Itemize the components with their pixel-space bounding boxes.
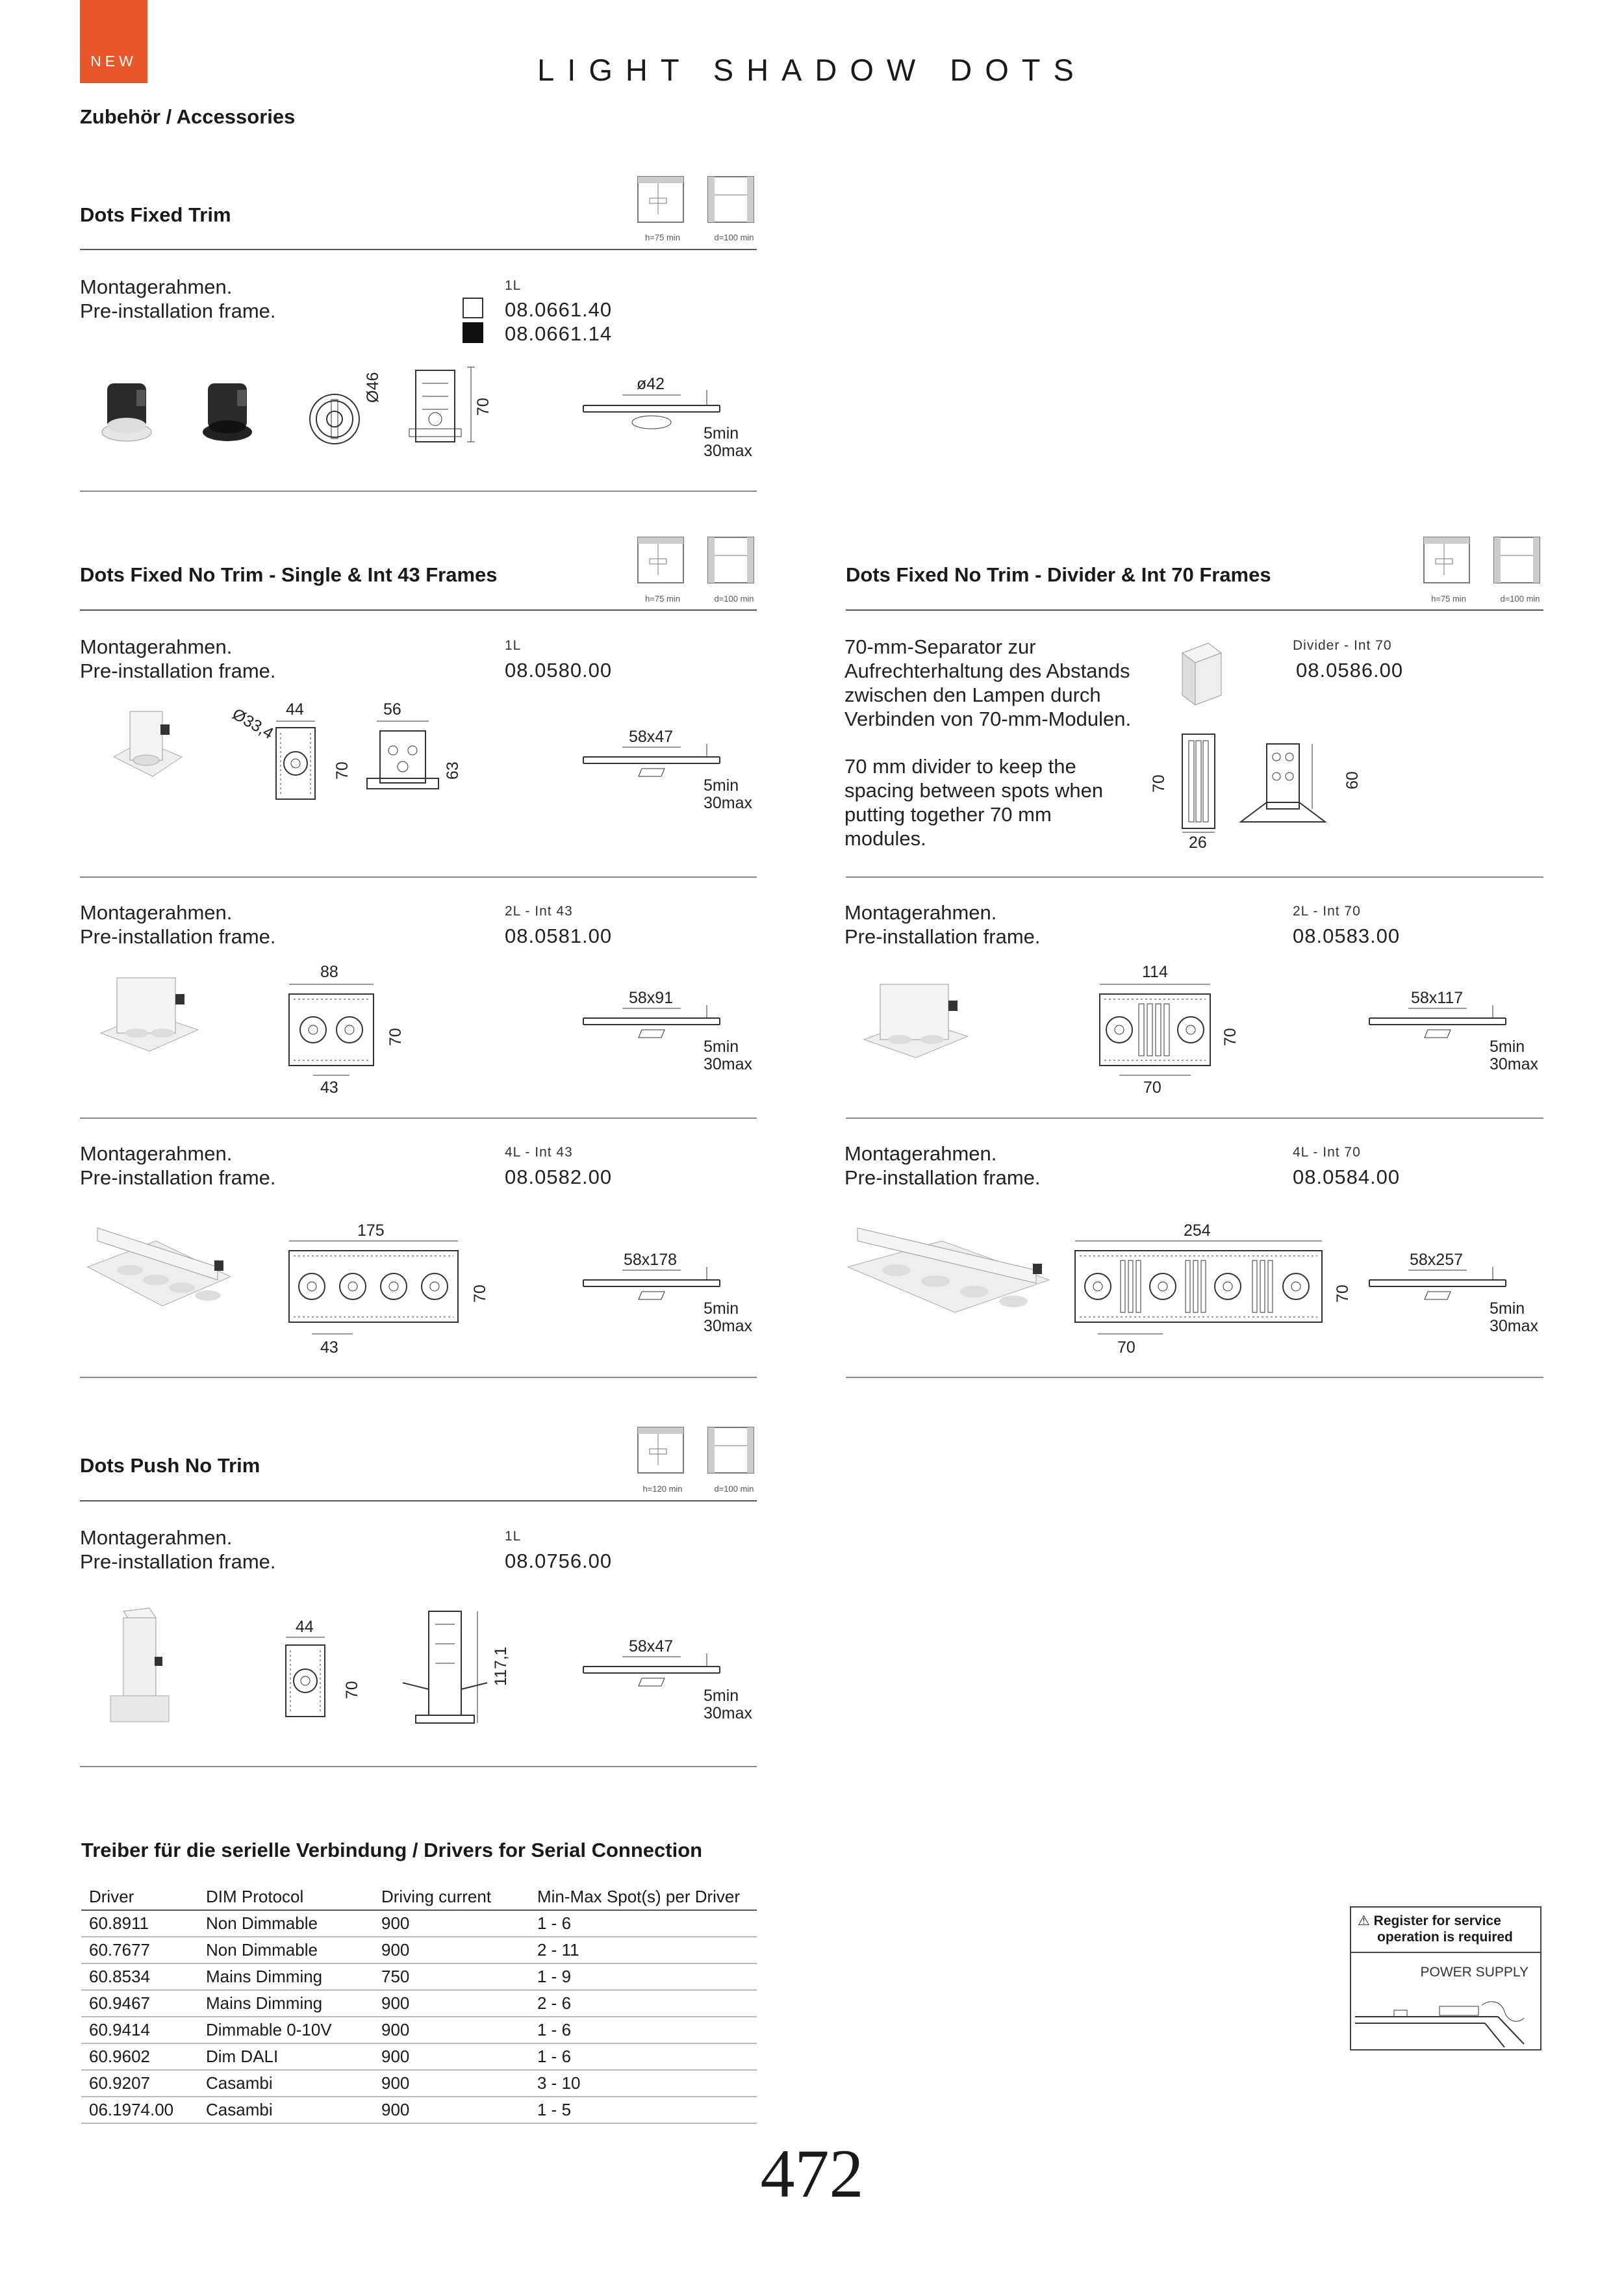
dim-max: 30max [704, 794, 753, 812]
dim-height-2: 117,1 [492, 1646, 510, 1686]
variant-label: Divider - Int 70 [1293, 638, 1392, 653]
single-frame-top-drawing [273, 721, 318, 802]
service-warning: ⚠ Register for service operation is required [1358, 1913, 1513, 1945]
fixed-trim-white-image [97, 374, 156, 445]
push-frame-side-drawing [400, 1605, 490, 1735]
cell-driver: 60.9207 [81, 2070, 198, 2097]
frame-desc-en: Pre-installation frame. [844, 925, 1041, 948]
divider-image [1176, 640, 1228, 711]
install-icons-fixed-trim [637, 175, 760, 227]
dim-cutout: 58x91 [629, 989, 674, 1007]
cell-spots: 2 - 11 [529, 1937, 757, 1963]
variant-label: 4L - Int 43 [505, 1145, 573, 1160]
cell-protocol: Mains Dimming [198, 1990, 374, 2017]
dim-max: 30max [704, 1704, 753, 1722]
table-row [81, 2043, 757, 2070]
frame-desc-de: Montagerahmen. [80, 635, 233, 658]
fixed-trim-top-drawing [305, 390, 364, 448]
cell-driver: 60.8534 [81, 1963, 198, 1990]
dim-min: 5min [704, 776, 739, 795]
cell-driver: 60.7677 [81, 1937, 198, 1963]
cell-driver: 60.8911 [81, 1910, 198, 1937]
divider [80, 1118, 757, 1119]
cell-driver: 60.9602 [81, 2043, 198, 2070]
dim-max: 30max [704, 1317, 753, 1335]
single-frame-image [107, 705, 185, 783]
dim-height-2: 63 [444, 761, 462, 780]
cell-protocol: Non Dimmable [198, 1910, 374, 1937]
divider [80, 1766, 757, 1767]
fixed-trim-black-image [198, 374, 257, 445]
divider [80, 1500, 757, 1501]
dim-width: 254 [1184, 1221, 1211, 1240]
dim-width: 44 [296, 1618, 314, 1636]
fixed-trim-side-drawing [403, 364, 468, 448]
variant-label: 1L [505, 278, 522, 293]
frame-2l-70-top-drawing [1097, 981, 1213, 1085]
black-swatch [463, 322, 483, 343]
dim-pitch: 70 [1143, 1079, 1161, 1097]
col-spots: Min-Max Spot(s) per Driver [529, 1884, 757, 1910]
cell-current: 900 [374, 2017, 529, 2043]
service-notice-box [1350, 1906, 1542, 2050]
divider [846, 1118, 1543, 1119]
product-code: 08.0581.00 [505, 925, 613, 947]
drivers-title: Treiber für die serielle Verbindung / Drivers for Serial Connection [81, 1839, 703, 1861]
dim-width: 88 [320, 963, 338, 981]
frame-2l-43-image [97, 968, 201, 1053]
product-code: 08.0580.00 [505, 659, 613, 682]
section-title-single-43: Dots Fixed No Trim - Single & Int 43 Frames [80, 563, 498, 586]
cell-spots: 1 - 6 [529, 2043, 757, 2070]
dim-height: 70 [333, 761, 351, 780]
install-d-label: d=100 min [714, 233, 754, 242]
dim-width: 44 [286, 700, 304, 719]
dim-height: 70 [1334, 1284, 1352, 1303]
product-code: 08.0583.00 [1293, 925, 1401, 947]
dim-height: 70 [1221, 1028, 1239, 1046]
dim-height-2: 60 [1343, 771, 1362, 789]
page-number: 472 [760, 2136, 864, 2212]
variant-label: 2L - Int 43 [505, 904, 573, 919]
dim-height: 70 [474, 398, 492, 416]
table-row [81, 2070, 757, 2097]
warning-icon: ⚠ [1358, 1913, 1370, 1928]
dim-cutout: 58x47 [629, 1637, 674, 1655]
frame-desc-de: Montagerahmen. [844, 1142, 997, 1165]
install-h-label: h=75 min [1431, 594, 1466, 604]
cell-driver: 60.9467 [81, 1990, 198, 2017]
dim-height: 70 [1150, 774, 1168, 793]
dim-cutout: 58x117 [1411, 989, 1464, 1007]
section-title-divider-70: Dots Fixed No Trim - Divider & Int 70 Frames [846, 563, 1271, 586]
cell-protocol: Dim DALI [198, 2043, 374, 2070]
dim-width: 114 [1142, 963, 1168, 981]
divider-description-de: 70-mm-Separator zur Aufrechterhaltung des Abstands zwischen den Lampen durch Verbinden von 70-mm-Modulen. [844, 635, 1132, 730]
dim-width-2: 56 [383, 700, 401, 719]
divider-top-drawing [1179, 731, 1218, 835]
product-code-white: 08.0661.40 [505, 298, 613, 321]
drivers-table [81, 1884, 757, 2124]
dim-diameter: Ø33,4 [229, 704, 277, 743]
dim-width: 175 [357, 1221, 385, 1240]
dim-pitch: 70 [1117, 1338, 1136, 1357]
divider [80, 249, 757, 250]
product-code: 08.0584.00 [1293, 1166, 1401, 1188]
dim-max: 30max [1490, 1317, 1539, 1335]
cell-protocol: Mains Dimming [198, 1963, 374, 1990]
frame-desc-en: Pre-installation frame. [80, 925, 276, 948]
dim-height: 70 [343, 1681, 361, 1699]
white-swatch [463, 298, 483, 318]
cell-protocol: Casambi [198, 2097, 374, 2123]
frame-desc-en: Pre-installation frame. [80, 659, 276, 682]
dim-height: 70 [471, 1284, 489, 1303]
cell-spots: 1 - 5 [529, 2097, 757, 2123]
divider [846, 876, 1543, 878]
frame-2l-70-image [861, 975, 971, 1059]
frame-desc-en: Pre-installation frame. [80, 300, 276, 322]
col-driver: Driver [81, 1884, 198, 1910]
divider [80, 609, 757, 611]
cell-spots: 2 - 6 [529, 1990, 757, 2017]
frame-4l-70-image [844, 1215, 1052, 1319]
cell-current: 900 [374, 2070, 529, 2097]
product-code: 08.0586.00 [1296, 659, 1404, 682]
frame-4l-43-top-drawing [286, 1238, 461, 1342]
cell-current: 900 [374, 2043, 529, 2070]
divider [80, 491, 757, 492]
dim-max: 30max [1490, 1055, 1539, 1073]
dim-max: 30max [704, 1055, 753, 1073]
divider-side-drawing [1237, 741, 1328, 825]
install-icons-push [637, 1426, 760, 1478]
cell-driver: 06.1974.00 [81, 2097, 198, 2123]
section-title-push: Dots Push No Trim [80, 1454, 260, 1477]
cell-protocol: Casambi [198, 2070, 374, 2097]
install-icons-single-43 [637, 536, 760, 588]
table-row [81, 1937, 757, 1963]
frame-desc-de: Montagerahmen. [80, 1526, 233, 1549]
install-h-label: h=120 min [642, 1484, 683, 1494]
section-title-fixed-trim: Dots Fixed Trim [80, 203, 231, 226]
frame-desc-en: Pre-installation frame. [80, 1166, 276, 1189]
dim-min: 5min [1490, 1299, 1525, 1318]
frame-desc-de: Montagerahmen. [844, 901, 997, 924]
table-row [81, 1910, 757, 1937]
table-row [81, 2017, 757, 2043]
frame-desc-de: Montagerahmen. [80, 1142, 233, 1165]
install-d-label: d=100 min [714, 594, 754, 604]
push-frame-top-drawing [283, 1637, 328, 1722]
frame-desc-de: Montagerahmen. [80, 275, 233, 298]
cell-spots: 1 - 6 [529, 1910, 757, 1937]
table-header-row [81, 1884, 757, 1910]
power-supply-drawing [1355, 1986, 1537, 2050]
install-d-label: d=100 min [714, 1484, 754, 1494]
divider [80, 876, 757, 878]
page-title: LIGHT SHADOW DOTS [537, 53, 1087, 87]
push-frame-image [104, 1605, 175, 1728]
cell-spots: 1 - 6 [529, 2017, 757, 2043]
variant-label: 1L [505, 638, 522, 653]
product-code: 08.0756.00 [505, 1550, 613, 1572]
product-code-black: 08.0661.14 [505, 322, 613, 345]
cell-protocol: Non Dimmable [198, 1937, 374, 1963]
dim-min: 5min [704, 1299, 739, 1318]
divider [846, 609, 1543, 611]
frame-desc-de: Montagerahmen. [80, 901, 233, 924]
power-supply-label: POWER SUPPLY [1420, 1965, 1529, 1980]
install-icons-divider-70 [1423, 536, 1546, 588]
table-row [81, 1990, 757, 2017]
divider-description-en: 70 mm divider to keep the spacing between spots when putting together 70 mm modules. [844, 755, 1104, 850]
frame-4l-43-image [84, 1215, 234, 1312]
dim-cutout: 58x47 [629, 728, 674, 746]
single-frame-side-drawing [364, 721, 442, 799]
table-row [81, 2097, 757, 2123]
new-badge: NEW [80, 0, 147, 83]
dim-width: 26 [1189, 834, 1207, 852]
cell-current: 900 [374, 1937, 529, 1963]
dim-min: 5min [704, 1687, 739, 1705]
dim-cutout: 58x257 [1410, 1251, 1464, 1269]
cell-spots: 1 - 9 [529, 1963, 757, 1990]
table-row [81, 1963, 757, 1990]
divider [80, 1377, 757, 1378]
col-driving-current: Driving current [374, 1884, 529, 1910]
dim-pitch: 43 [320, 1079, 338, 1097]
dim-max: 30max [704, 442, 753, 460]
frame-desc-en: Pre-installation frame. [80, 1550, 276, 1573]
cell-current: 900 [374, 2097, 529, 2123]
dim-cutout: 58x178 [624, 1251, 678, 1269]
frame-desc-en: Pre-installation frame. [844, 1166, 1041, 1189]
variant-label: 2L - Int 70 [1293, 904, 1361, 919]
install-h-label: h=75 min [645, 594, 680, 604]
dim-cutout: ø42 [637, 375, 665, 393]
frame-4l-70-top-drawing [1072, 1238, 1325, 1342]
cell-spots: 3 - 10 [529, 2070, 757, 2097]
cell-current: 900 [374, 1910, 529, 1937]
section-subtitle: Zubehör / Accessories [80, 105, 296, 128]
frame-2l-43-top-drawing [286, 981, 377, 1085]
dim-diameter: Ø46 [364, 372, 382, 403]
install-h-label: h=75 min [645, 233, 680, 242]
variant-label: 1L [505, 1529, 522, 1544]
col-dim-protocol: DIM Protocol [198, 1884, 374, 1910]
dim-pitch: 43 [320, 1338, 338, 1357]
product-code: 08.0582.00 [505, 1166, 613, 1188]
dim-min: 5min [1490, 1038, 1525, 1056]
dim-min: 5min [704, 424, 739, 442]
variant-label: 4L - Int 70 [1293, 1145, 1361, 1160]
dim-min: 5min [704, 1038, 739, 1056]
install-d-label: d=100 min [1500, 594, 1540, 604]
cell-current: 750 [374, 1963, 529, 1990]
cell-current: 900 [374, 1990, 529, 2017]
divider [846, 1377, 1543, 1378]
cell-driver: 60.9414 [81, 2017, 198, 2043]
dim-height: 70 [387, 1028, 405, 1046]
cell-protocol: Dimmable 0-10V [198, 2017, 374, 2043]
